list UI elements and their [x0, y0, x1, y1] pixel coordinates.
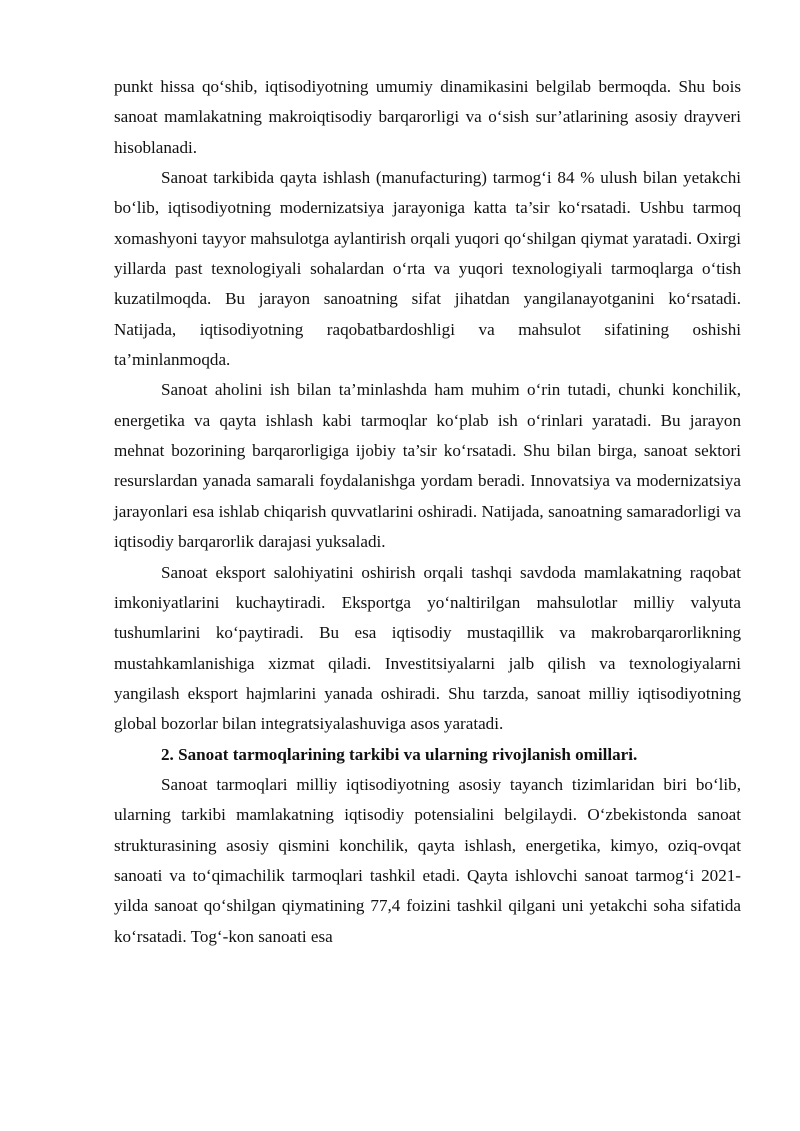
paragraph-continuation: punkt hissa qo‘shib, iqtisodiyotning umumiy dinamikasini belgilab bermoqda. Shu bois sanoat mamlakatning makroiqtisodiy barqarorligi va o‘sish sur’atlarining asosiy drayveri hisoblanadi. [114, 77, 741, 157]
paragraph-manufacturing: Sanoat tarkibida qayta ishlash (manufacturing) tarmog‘i 84 % ulush bilan yetakchi bo‘lib, iqtisodiyotning modernizatsiya jarayoniga katta ta’sir ko‘rsatadi. Ushbu tarmoq xomashyoni tayyor mahsulotga aylantirish orqali yuqori qo‘shilgan qiymat yaratadi. Oxirgi yillarda past texnologiyali sohalardan o‘rta va yuqori texnologiyali tarmoqlarga o‘tish kuzatilmoqda. Bu jarayon sanoatning sifat jihatdan yangilanayotganini ko‘rsatadi. Natijada, iqtisodiyotning raqobatbardoshligi va mahsulot sifatining oshishi ta’minlanmoqda. [114, 168, 741, 370]
paragraph-export: Sanoat eksport salohiyatini oshirish orqali tashqi savdoda mamlakatning raqobat imkoniyatlarini kuchaytiradi. Eksportga yo‘naltirilgan mahsulotlar milliy valyuta tushumlarini ko‘paytiradi. Bu esa iqtisodiy mustaqillik va makrobarqarorlikning mustahkamlanishiga xizmat qiladi. Investitsiyalarni jalb qilish va texnologiyalarni yangilash eksport hajmlarini yanada oshiradi. Shu tarzda, sanoat milliy iqtisodiyotning global bozorlar bilan integratsiyalashuviga asos yaratadi. [114, 562, 741, 734]
document-page [114, 72, 741, 952]
paragraph-industry-structure: Sanoat tarmoqlari milliy iqtisodiyotning asosiy tayanch tizimlaridan biri bo‘lib, ularning tarkibi mamlakatning iqtisodiy potensialini belgilaydi. O‘zbekistonda sanoat strukturasining asosiy qismini konchilik, qayta ishlash, energetika, kimyo, oziq-ovqat sanoati va to‘qimachilik tarmoqlari tashkil etadi. Qayta ishlovchi sanoat tarmog‘i 2021-yilda sanoat qo‘shilgan qiymatining 77,4 foizini tashkil qilgani uni yetakchi soha sifatida ko‘rsatadi. Tog‘-kon sanoati esa [114, 774, 741, 946]
paragraph-employment: Sanoat aholini ish bilan ta’minlashda ham muhim o‘rin tutadi, chunki konchilik, energetika va qayta ishlash kabi tarmoqlar ko‘plab ish o‘rinlari yaratadi. Bu jarayon mehnat bozorining barqarorligiga ijobiy ta’sir ko‘rsatadi. Shu bilan birga, sanoat sektori resurslardan yanada samarali foydalanishga yordam beradi. Innovatsiya va modernizatsiya jarayonlari esa ishlab chiqarish quvvatlarini oshiradi. Natijada, sanoatning samaradorligi va iqtisodiy barqarorlik darajasi yuksaladi. [114, 380, 741, 552]
section-heading: 2. Sanoat tarmoqlarining tarkibi va ularning rivojlanish omillari. [161, 744, 638, 764]
